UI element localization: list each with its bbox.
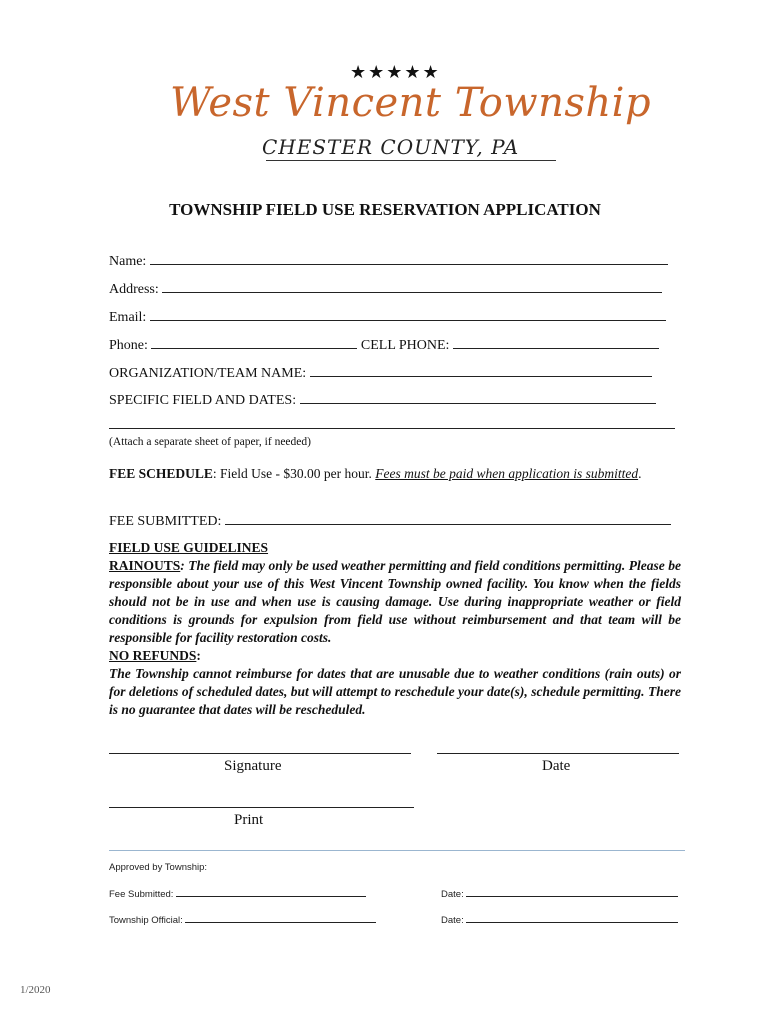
fee-schedule [109,465,681,483]
fee-submitted-row [109,512,671,530]
guidelines [109,539,681,719]
organization-field[interactable] [310,364,652,377]
refunds-label: NO REFUNDS [109,648,197,663]
specific-field-label: SPECIFIC FIELD AND DATES: [109,393,297,408]
fee-submitted-label: FEE SUBMITTED: [109,514,222,529]
refunds-text: The Township cannot reimburse for dates that are unusable due to weather conditions (rain outs) or for deletions of scheduled dates, but will attempt to reschedule your date(s), schedule permitting. There is no guarantee that dates will be rescheduled. [109,666,681,717]
specific-field-input[interactable] [300,391,656,404]
email-field[interactable] [150,308,666,321]
approved-by-label: Approved by Township: [109,862,208,873]
approval-fee-label: Fee Submitted: [109,889,174,900]
signature-label: Signature [224,758,282,774]
fee-schedule-emphasis: Fees must be paid when application is submitted [375,466,639,481]
refunds-colon: : [196,648,201,663]
fee-schedule-label: FEE SCHEDULE [109,466,213,481]
attach-note: (Attach a separate sheet of paper, if needed) [109,436,311,448]
approval-date2-label: Date: [441,915,464,926]
email-row [109,308,666,326]
logo-underline [266,160,556,161]
date-label: Date [542,758,571,774]
address-row [109,280,662,298]
organization-label: ORGANIZATION/TEAM NAME: [109,366,307,381]
form-title: TOWNSHIP FIELD USE RESERVATION APPLICATION [169,200,601,219]
name-field[interactable] [150,252,668,265]
date-line[interactable] [437,752,679,754]
name-label: Name: [109,254,147,269]
approval-official-row [109,913,376,926]
phone-row [109,336,659,354]
fee-submitted-field[interactable] [225,512,671,525]
approval-date1-field[interactable] [466,887,678,897]
name-row [109,252,668,270]
approval-official-field[interactable] [185,913,376,923]
email-label: Email: [109,310,147,325]
address-field[interactable] [162,280,662,293]
signature-line[interactable] [109,752,411,754]
phone-field[interactable] [151,336,357,349]
logo-title: West Vincent Township [170,80,652,126]
specific-field-extra-line[interactable] [109,416,675,429]
guidelines-heading: FIELD USE GUIDELINES [109,540,269,555]
fee-schedule-end: . [638,466,642,481]
cell-phone-label: CELL PHONE: [360,338,450,353]
fee-schedule-text: : Field Use - $30.00 per hour. [212,466,372,481]
section-divider [109,850,685,851]
rainouts-label: RAINOUTS [109,558,181,573]
rainouts-text: : The field may only be used weather permitting and field conditions permitting. Please be responsible about your use of this West Vincent Township owned facility. You know when the fields should not be in use and when use is causing damage. Use during inappropriate weather or field conditions is grounds for expulsion from field use without reimbursement and that team will be responsible for facility restoration costs. [109,558,681,645]
address-label: Address: [109,282,159,297]
organization-row [109,364,652,382]
specific-field-extra-row [109,416,675,434]
footer-version: 1/2020 [20,984,51,996]
cell-phone-field[interactable] [453,336,659,349]
logo-stars: ★★★★★ [350,62,441,82]
approval-fee-field[interactable] [176,887,366,897]
print-label: Print [234,812,264,828]
approval-date1-label: Date: [441,889,464,900]
approval-fee-row [109,887,366,900]
approval-date2-field[interactable] [466,913,678,923]
logo-subtitle: CHESTER COUNTY, PA [262,135,520,159]
phone-label: Phone: [109,338,148,353]
approval-official-label: Township Official: [109,915,183,926]
approval-date2-row [441,913,678,926]
print-line[interactable] [109,806,414,808]
specific-field-row [109,391,656,409]
approval-date1-row [441,887,678,900]
township-logo [170,62,652,182]
